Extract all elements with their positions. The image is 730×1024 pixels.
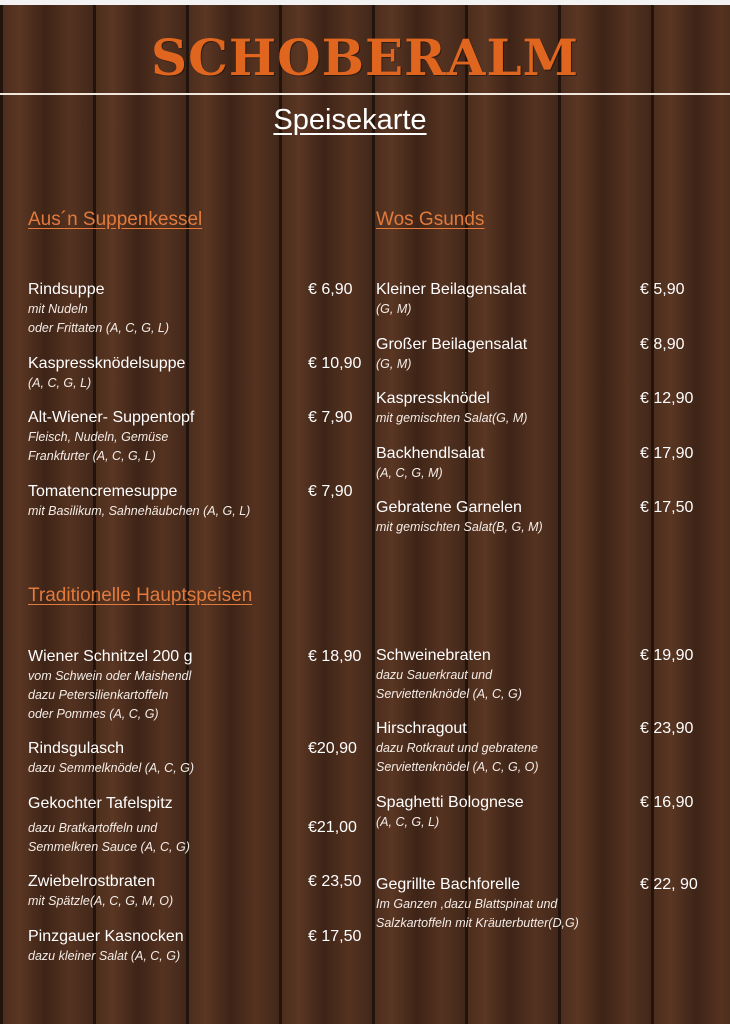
- item-desc: mit gemischten Salat(B, G, M): [376, 520, 543, 534]
- item-name: Kaspressknödelsuppe: [28, 355, 186, 372]
- item-desc: (G, M): [376, 302, 412, 316]
- item-desc: Frankfurter (A, C, G, L): [28, 449, 156, 463]
- item-desc: vom Schwein oder Maishendl: [28, 669, 192, 683]
- item-price: €21,00: [308, 819, 357, 836]
- item-desc: mit Nudeln: [28, 302, 88, 316]
- item-price: € 10,90: [308, 355, 362, 372]
- menu-item: [28, 408, 368, 466]
- item-name: Rindsgulasch: [28, 740, 125, 757]
- item-name: Kaspressknödel: [376, 390, 490, 407]
- item-price: € 17,50: [308, 928, 362, 945]
- item-desc: dazu Sauerkraut und: [376, 668, 493, 682]
- menu-item: [376, 335, 716, 374]
- item-price: € 17,50: [640, 499, 694, 516]
- menu-item: [376, 444, 716, 483]
- item-desc: dazu kleiner Salat (A, C, G): [28, 949, 181, 963]
- item-name: Gebratene Garnelen: [376, 499, 522, 516]
- item-price: €20,90: [308, 740, 357, 757]
- header-divider: [0, 93, 730, 95]
- brand-logo: SCHOBERALM: [151, 28, 579, 87]
- menu-item: [376, 280, 716, 319]
- menu-item: [376, 719, 716, 777]
- item-desc: oder Frittaten (A, C, G, L): [28, 321, 170, 335]
- menu-item: [376, 875, 716, 933]
- item-price: € 12,90: [640, 390, 694, 407]
- item-desc: dazu Rotkraut und gebratene: [376, 741, 538, 755]
- section-title-mains: Traditionelle Hauptspeisen: [28, 585, 253, 606]
- item-desc: mit Basilikum, Sahnehäubchen (A, G, L): [28, 504, 251, 518]
- menu-item: [28, 739, 368, 778]
- section-title-healthy: Wos Gsunds: [376, 209, 485, 230]
- item-desc: Im Ganzen ,dazu Blattspinat und: [376, 897, 558, 911]
- item-desc: oder Pommes (A, C, G): [28, 707, 159, 721]
- item-desc: mit gemischten Salat(G, M): [376, 411, 528, 425]
- menu-item: [28, 647, 368, 724]
- section-title-soups: Aus´n Suppenkessel: [28, 209, 203, 230]
- item-price: € 8,90: [640, 336, 685, 353]
- item-price: € 6,90: [308, 281, 353, 298]
- item-desc: (A, C, G, L): [28, 376, 92, 390]
- item-price: € 5,90: [640, 281, 685, 298]
- menu-item: [28, 354, 368, 393]
- item-desc: dazu Petersilienkartoffeln: [28, 688, 169, 702]
- menu-item: [376, 389, 716, 428]
- item-desc: Serviettenknödel (A, C, G): [376, 687, 522, 701]
- item-name: Tomatencremesuppe: [28, 483, 178, 500]
- item-price: € 17,90: [640, 445, 694, 462]
- menu-item: [28, 482, 368, 521]
- item-desc: dazu Bratkartoffeln und: [28, 821, 158, 835]
- item-name: Pinzgauer Kasnocken: [28, 928, 184, 945]
- item-price: € 7,90: [308, 483, 353, 500]
- item-desc: Serviettenknödel (A, C, G, O): [376, 760, 539, 774]
- menu-item: [376, 646, 716, 704]
- menu-item: [28, 794, 368, 857]
- menu-item: [28, 280, 368, 338]
- item-name: Hirschragout: [376, 720, 467, 737]
- item-name: Alt-Wiener- Suppentopf: [28, 409, 195, 426]
- item-desc: (A, C, G, L): [376, 815, 440, 829]
- menu-item: [28, 872, 368, 911]
- item-name: Schweinebraten: [376, 647, 491, 664]
- item-name: Gekochter Tafelspitz: [28, 795, 173, 812]
- item-price: € 16,90: [640, 794, 694, 811]
- item-name: Zwiebelrostbraten: [28, 873, 156, 890]
- menu-item: [376, 498, 716, 537]
- item-name: Großer Beilagensalat: [376, 336, 528, 353]
- item-desc: mit Spätzle(A, C, G, M, O): [28, 894, 174, 908]
- item-price: € 18,90: [308, 648, 362, 665]
- item-desc: (A, C, G, M): [376, 466, 443, 480]
- item-price: € 23,90: [640, 720, 694, 737]
- top-strip: [0, 0, 730, 5]
- item-desc: Fleisch, Nudeln, Gemüse: [28, 430, 169, 444]
- item-desc: Salzkartoffeln mit Kräuterbutter(D,G): [376, 916, 579, 930]
- item-price: € 22, 90: [640, 876, 698, 893]
- menu-item: [28, 927, 368, 966]
- item-name: Spaghetti Bolognese: [376, 794, 524, 811]
- menu-title: Speisekarte: [273, 104, 427, 136]
- item-name: Kleiner Beilagensalat: [376, 281, 527, 298]
- item-name: Gegrillte Bachforelle: [376, 876, 521, 893]
- item-desc: Semmelkren Sauce (A, C, G): [28, 840, 190, 854]
- item-desc: dazu Semmelknödel (A, C, G): [28, 761, 195, 775]
- item-price: € 19,90: [640, 647, 694, 664]
- item-name: Rindsuppe: [28, 281, 105, 298]
- item-name: Wiener Schnitzel 200 g: [28, 648, 193, 665]
- item-price: € 23,50: [308, 873, 362, 890]
- menu-item: [376, 793, 716, 832]
- item-price: € 7,90: [308, 409, 353, 426]
- item-desc: (G, M): [376, 357, 412, 371]
- item-name: Backhendlsalat: [376, 445, 485, 462]
